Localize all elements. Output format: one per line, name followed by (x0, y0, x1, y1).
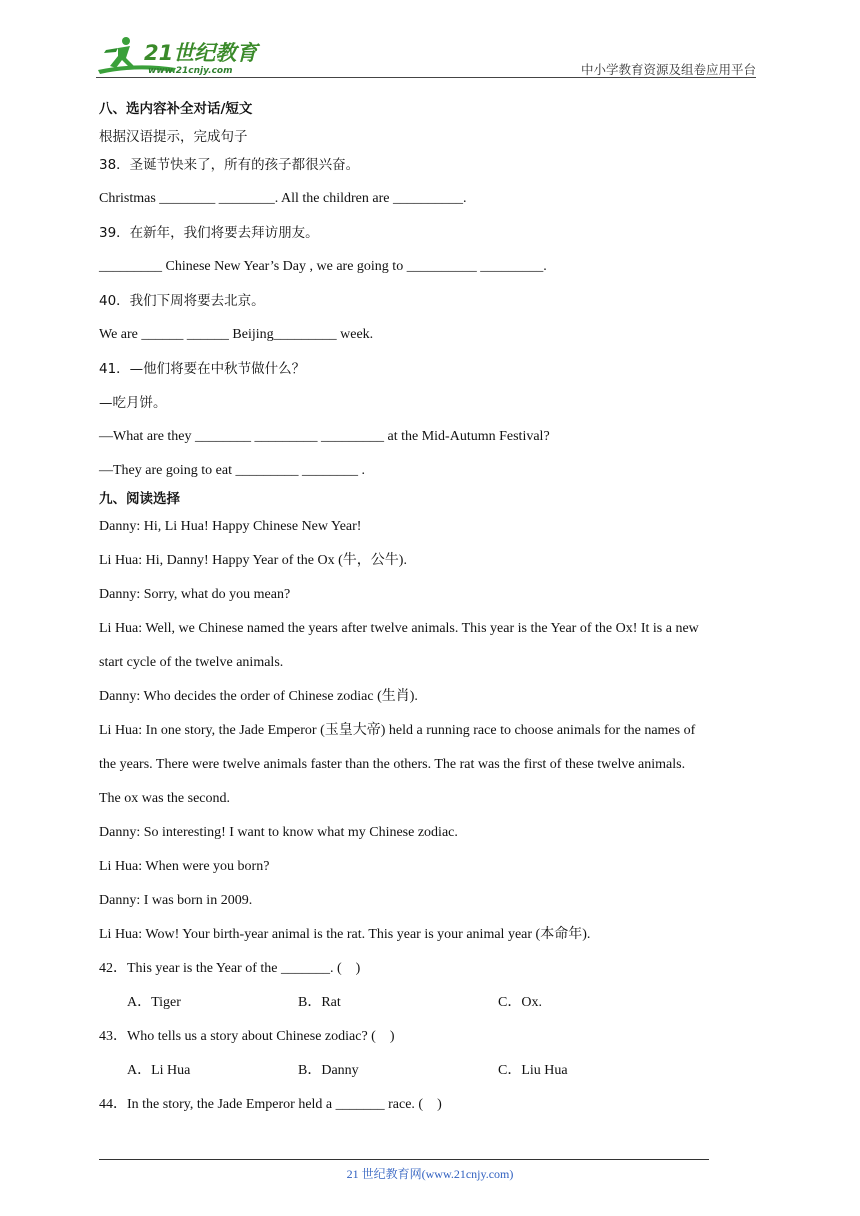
q38-english: Christmas ________ ________. All the children are __________. (99, 191, 467, 206)
dialogue-line: Li Hua: When were you born? (99, 859, 270, 874)
q41-chinese: 41．—他们将要在中秋节做什么？ (99, 361, 306, 377)
q40-chinese: 40．我们下周将要去北京。 (99, 293, 265, 309)
dialogue-line: Li Hua: Wow! Your birth-year animal is the rat. This year is your animal year (本命年). (99, 927, 591, 942)
dialogue-line: the years. There were twelve animals faster than the others. The rat was the first of these twelve animals. (99, 757, 686, 772)
q43-option-c[interactable]: C．Liu Hua (498, 1063, 568, 1078)
dialogue-line: Danny: Sorry, what do you mean? (99, 587, 291, 602)
page-header (96, 30, 756, 78)
q38-chinese: 38．圣诞节快来了，所有的孩子都很兴奋。 (99, 157, 360, 173)
q44-question: 44．In the story, the Jade Emperor held a _______ race. ( ) (99, 1097, 442, 1112)
q42-option-b[interactable]: B．Rat (298, 995, 341, 1010)
dialogue-line: The ox was the second. (99, 791, 231, 806)
section-8-instruction: 根据汉语提示，完成句子 (99, 129, 248, 145)
svg-text:21世纪教育: 21世纪教育 (144, 41, 258, 65)
dialogue-line: Danny: So interesting! I want to know what my Chinese zodiac. (99, 825, 458, 840)
dialogue-line: start cycle of the twelve animals. (99, 655, 284, 670)
q40-english: We are ______ ______ Beijing_________ week. (99, 327, 374, 342)
dialogue-line: Danny: Hi, Li Hua! Happy Chinese New Year! (99, 519, 362, 534)
q42-options (99, 991, 759, 1025)
q42-option-c[interactable]: C．Ox. (498, 995, 542, 1010)
footer-divider (99, 1159, 709, 1160)
q39-chinese: 39．在新年，我们将要去拜访朋友。 (99, 225, 319, 241)
q39-english: _________ Chinese New Year’s Day , we are going to __________ _________. (99, 259, 547, 274)
q41-answer-chinese: —吃月饼。 (99, 395, 167, 411)
q41-english-question: —What are they ________ _________ _________ at the Mid-Autumn Festival? (99, 429, 550, 444)
dialogue-line: Li Hua: Well, we Chinese named the years after twelve animals. This year is the Year of the Ox! It is a new (99, 621, 699, 636)
platform-title: 中小学教育资源及组卷应用平台 (580, 62, 756, 77)
dialogue-line: Li Hua: In one story, the Jade Emperor (玉皇大帝) held a running race to choose animals for the names of (99, 723, 696, 738)
q42-question: 42．This year is the Year of the _______. ( ) (99, 961, 361, 976)
section-8-title: 八、选内容补全对话/短文 (99, 101, 253, 117)
q42-option-a[interactable]: A．Tiger (127, 995, 181, 1010)
q43-options (99, 1059, 759, 1093)
q43-option-a[interactable]: A．Li Hua (127, 1063, 191, 1078)
dialogue-line: Li Hua: Hi, Danny! Happy Year of the Ox (牛，公牛). (99, 553, 407, 568)
21cnjy-logo (96, 34, 266, 76)
document-body (99, 97, 759, 1127)
header-divider (96, 77, 756, 78)
dialogue-line: Danny: Who decides the order of Chinese zodiac (生肖). (99, 689, 418, 704)
q41-english-answer: —They are going to eat _________ ________ . (99, 463, 365, 478)
section-9-title: 九、阅读选择 (99, 491, 180, 507)
page-footer: 21 世纪教育网(www.21cnjy.com) (346, 1167, 514, 1181)
svg-text:www.21cnjy.com: www.21cnjy.com (148, 66, 233, 76)
dialogue-line: Danny: I was born in 2009. (99, 893, 253, 908)
q43-question: 43．Who tells us a story about Chinese zodiac? ( ) (99, 1029, 395, 1044)
q43-option-b[interactable]: B．Danny (298, 1063, 359, 1078)
